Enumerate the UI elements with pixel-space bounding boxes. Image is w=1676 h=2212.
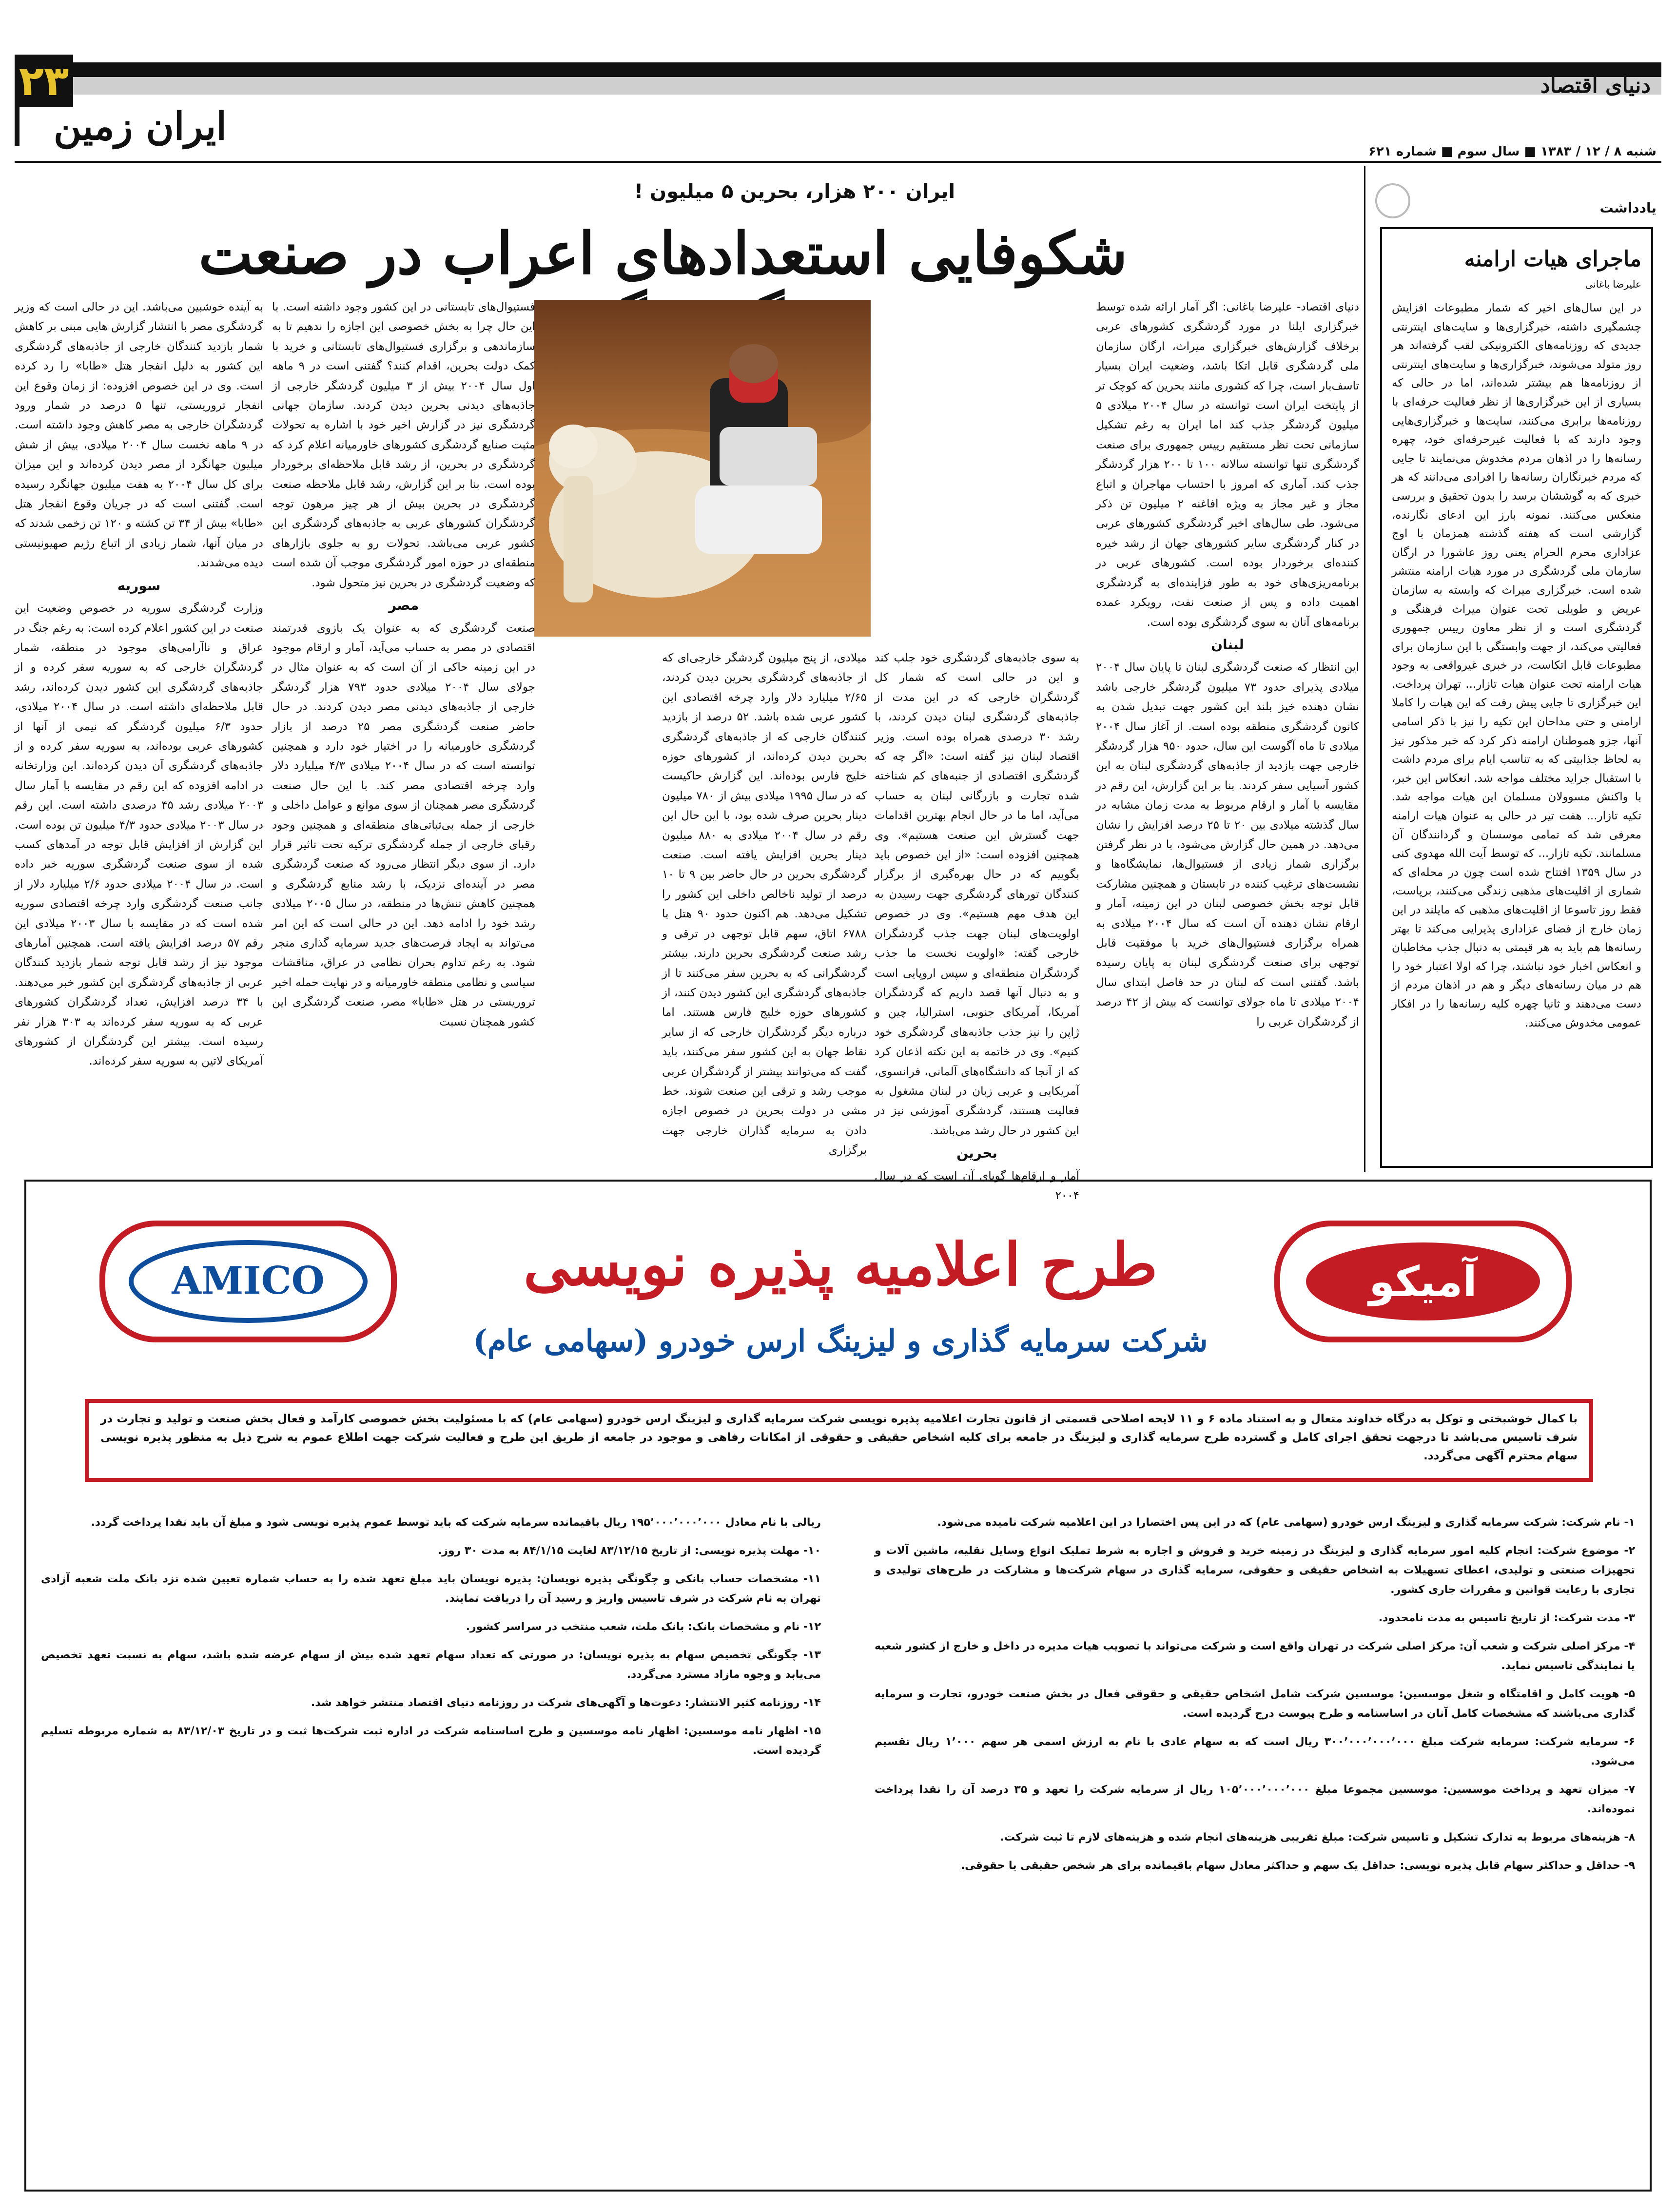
ad-clause: ۱۰- مهلت پذیره نویسی: از تاریخ ۸۳/۱۲/۱۵ لغایت ۸۴/۱/۱۵ به مدت ۳۰ روز. (437, 1545, 821, 1557)
ad-clause: ۶- سرمایه شرکت: سرمایه شرکت مبلغ ۳۰۰٬۰۰۰٬۰۰۰٬۰۰۰ ریال است که به سهام عادی با نام به ارزش اسمی هر سهم ۱٬۰۰۰ ریال تقسیم می‌شود. (875, 1736, 1635, 1767)
camel-photo (534, 300, 871, 637)
ad-clause: ۴- مرکز اصلی شرکت و شعب آن: مرکز اصلی شرکت در تهران واقع است و شرکت می‌تواند با تصویب هیات مدیره در داخل و خارج از کشور شعبه یا نمایندگی تاسیس نماید. (875, 1640, 1635, 1672)
subhead-syria: سوریه (117, 577, 161, 594)
article-column-2 (875, 648, 1079, 1202)
article-paragraph: به سوی جاذبه‌های گردشگری خود جلب کند و این در حالی است که شمار کل گردشگران خارجی که در این مدت از جاذبه‌های گردشگری لبنان دیدن کردند، با رشد ۳۰ درصدی همراه بوده است. وزیر اقتصاد لبنان نیز گفته است: «اگر چه که گردشگری اقتصادی از جنبه‌های کم شناخته شده تجارت و بازرگانی لبنان به حساب می‌آید، اما ما در حال انجام بهترین اقدامات جهت گسترش این صنعت هستیم». وی همچنین افزوده است: «از این خصوص باید بگوییم که در حال بهره‌گیری از برگزار کنندگان تورهای گردشگری جهت رسیدن به این هدف مهم هستیم». وی در خصوص اولویت‌های لبنان جهت جذب گردشگران خارجی گفته: «اولویت نخست ما جذب گردشگران منطقه‌ای و سپس اروپایی است و به دنبال آنها قصد داریم که گردشگران آمریکا، آمریکای جنوبی، استرالیا، چین و ژاپن را نیز جذب جاذبه‌های گردشگری خود کنیم». وی در خاتمه به این نکته اذعان کرد که از آنجا که دانشگاه‌های آلمانی، فرانسوی، آمریکایی و عربی زبان در لبنان مشغول به فعالیت هستند، گردشگری آموزشی نیز در این کشور در حال رشد می‌باشد. (875, 652, 1079, 1137)
article-paragraph: این انتظار که صنعت گردشگری لبنان تا پایان سال ۲۰۰۴ میلادی پذیرای حدود ۷۳ میلیون گردشگر خارجی باشد نشان دهنده خیز بلند این کشور جهت تبدیل شدن به کانون گردشگری منطقه بوده است. از آغاز سال ۲۰۰۴ میلادی تا ماه آگوست این سال، حدود ۹۵۰ هزار گردشگر خارجی جهت بازدید از جاذبه‌های گردشگری لبنان به این کشور آسیایی سفر کردند. بنا بر این گزارش، این رقم در مقایسه با آمار و ارقام مربوط به مدت زمان مشابه در سال گذشته میلادی بین ۲۰ تا ۲۵ درصد افزایش را نشان می‌دهد. در همین حال گزارش می‌شود، با در نظر گرفتن برگزاری شمار زیادی از فستیوال‌ها، نمایشگاه‌ها و نشست‌های ترغیب کننده در تابستان و همچنین مشارکت قابل توجه بخش خصوصی لبنان در این زمینه، آمار و ارقام نشان دهنده آن است که سال ۲۰۰۴ میلادی به همراه برگزاری فستیوال‌های خرید با موفقیت قابل توجهی برای صنعت گردشگری لبنان به پایان رسیده باشد. گفتنی است که لبنان در حد فاصل ابتدای سال ۲۰۰۴ میلادی تا ماه جولای توانست که بیش از ۴۲ درصد از گردشگران عربی را (1096, 661, 1360, 1028)
ad-column-left (41, 1513, 821, 1769)
ad-column-right (875, 1513, 1635, 1884)
ad-clause: ۲- موضوع شرکت: انجام کلیه امور سرمایه گذاری و لیزینگ در زمینه خرید و فروش و اجاره به شرط تملیک انواع وسایل نقلیه، ماشین آلات و تجهیزات صنعتی و تولیدی، اعطای تسهیلات به اشخاص حقیقی و حقوقی، سرمایه گذاری در سهام شرکت‌ها و مشارکت در طرح‌های تولیدی و تجاری با رعایت قوانین و مقررات جاری کشور. (875, 1545, 1635, 1596)
ad-clause: ۵- هویت کامل و اقامتگاه و شغل موسسین: موسسین شرکت شامل اشخاص حقیقی و حقوقی فعال در بخش صنعت خودرو، تجارت و سرمایه گذاری می‌باشند که مشخصات کامل آنان در اساسنامه و طرح پیوست درج گردیده است. (875, 1688, 1635, 1720)
sidebar-author: علیرضا باغانی (1585, 278, 1641, 290)
sidebar-text: در این سال‌های اخیر که شمار مطبوعات افزایش چشمگیری داشته، خبرگزاری‌ها و سایت‌های اینترنتی جدیدی که روزنامه‌های الکترونیکی لقب گرفته‌اند هر روز متولد می‌شوند، خبرگزاری‌ها و سایت‌های اینترنتی از روزنامه‌ها هم بیشتر شده‌اند، اما در حالی که بسیاری از این خبرگزاری‌ها از نظر فعالیت حرفه‌ای با روزنامه‌ها برابری می‌کنند، سایت‌ها و خبرگزاری‌هایی وجود دارند که با فعالیت غیرحرفه‌ای خود، چهره رسانه‌ها را در اذهان مردم مخدوش می‌نمایند تا جایی که مردم خبرنگاران رسانه‌ها را افرادی می‌دانند که هر خبری که به گوششان برسد را بدون تحقیق و بررسی منعکس می‌کنند. نمونه بارز این ادعای نگارنده، گزارشی است که هفته گذشته همزمان با اوج عزاداری محرم الحرام یعنی روز عاشورا در ارگان سازمان ملی گردشگری در مورد هیات ارامنه منتشر شده است. خبرگزاری میراث که وابسته به سازمان عریض و طویلی تحت عنوان میراث فرهنگی و گردشگری است و از نظر معاون رییس جمهوری فعالیتی می‌کند، از جهت وابستگی با این سازمان برای مطبوعات قابل اتکاست، در خبری غیرواقعی به وجود هیات ارامنه تحت عنوان هیات تازار... تهران پرداخت. این خبرگزاری تا جایی پیش رفت که این هیات را کاملا ارامنی و حتی مداحان این تکیه را نیز با ذکر اسامی آنها، جزو همو‌طنان ارامنه ذکر کرد که خبر مذکور نیز به لحاظ جذابیتی که به تناسب ایام برای مردم داشت با استقبال جراید مختلف مواجه شد. انعکاس این خبر، با واکنش مسوولان مسلمان این هیات مواجه شد. تکیه تازار... هفت تیر در حالی به عنوان هیات ارامنه معرفی شد که تمامی موسسان و گردانندگان آن مسلمانند. تکیه تازار... که توسط آیت الله مهدوی کنی در سال ۱۳۵۹ افتتاح شده است چون در محله‌ای که شماری از اقلیت‌های مذهبی زندگی می‌کنند، برپاست، فقط روز تاسوعا از اقلیت‌های مذهبی که مایلند در این زمان خارج از فضای عزاداری پذیرایی می‌کند تا بهتر رسانه‌ها هم باید به هر قیمتی به دنبال جذب مخاطبان و انعکاس اخبار خود نباشند، چرا که اولا اعتبار خود را هم در میان رسانه‌های دیگر و هم در اذهان مردم از دست می‌دهند و ثانیا چهره کلیه رسانه‌ها را در افکار عمومی مخدوش می‌کنند. (1392, 302, 1641, 1029)
ad-clause: ۱۱- مشخصات حساب بانکی و چگونگی پذیره نویسان: پذیره نویسان باید مبلغ تعهد شده را به حساب شماره تعیین شده نزد بانک ملت شعبه آزادی تهران به نام شرکت در شرف تاسیس واریز و رسید آن را دریافت نمایند. (41, 1573, 821, 1605)
sidebar-title: ماجرای هیات ارامنه (1464, 247, 1641, 272)
article-paragraph: به آینده خوشبین می‌باشد. این در حالی است که وزیر گردشگری مصر با انتشار گزارش هایی مبنی بر کاهش شمار بازدید کنندگان خارجی از جاذبه‌های گردشگری این کشور به دلیل انفجار هتل «طابا» را رد کرده است. وی در این خصوص افزوده: از زمان وقوع این انفجار تروریستی، تنها ۵ درصد در شمار ورود گردشگران خارجی به مصر کاهش وجود داشته است. در ۹ ماهه نخست سال ۲۰۰۴ میلادی، بیش از شش میلیون جهانگرد از مصر دیدن کرده‌اند و این میزان برای کل سال ۲۰۰۴ به هفت میلیون جهانگرد رسیده است. گفتنی است که در جریان وقوع انفجار هتل «طابا» بیش از ۳۴ تن کشته و ۱۲۰ تن زخمی شدند که در میان آنها، شمار زیادی از اتباع رژیم صهیونیستی دیده می‌شدند. (15, 301, 264, 570)
subhead-lebanon: لبنان (1211, 636, 1244, 653)
camel-rider-image (534, 300, 871, 637)
ad-clause: ۱۲- نام و مشخصات بانک: بانک ملت، شعب منتخب در سراسر کشور. (466, 1621, 821, 1633)
ad-clause: ۳- مدت شرکت: از تاریخ تاسیس به مدت نامحدود. (1378, 1612, 1635, 1624)
article-headline: شکوفایی استعدادهای اعراب در صنعت (198, 219, 1128, 287)
sidebar-column (1364, 166, 1661, 1172)
ad-clause: ۱- نام شرکت: شرکت سرمایه گذاری و لیزینگ ارس خودرو (سهامی عام) که در این پس اختصارا در این اعلامیه شرکت نامیده می‌شود. (937, 1516, 1635, 1529)
article-paragraph: فستیوال‌های تابستانی در این کشور وجود داشته است. با این حال چرا به بخش خصوصی این اجازه را ندهیم تا به سازماندهی و برگزاری فستیوال‌های تابستانی و خرید با کمک دولت بحرین، اقدام کنند؟ گفتنی است در ۹ ماهه اول سال ۲۰۰۴ بیش از ۳ میلیون گردشگر خارجی از جاذبه‌های دیدنی بحرین دیدن کردند. سازمان جهانی گردشگری نیز در گزارش اخیر خود با اشاره به تحولات مثبت صنایع گردشگری کشورهای خاورمیانه اعلام کرد که گردشگری در بحرین، از رشد قابل ملاحظه‌ای برخوردار بوده است. بنا بر این گزارش، رشد قابل ملاحظه صنعت گردشگری در بحرین بیش از هر چیز مرهون توجه گردشگران کشورهای عربی به جاذبه‌های گردشگری این کشور عربی می‌باشد. تحولات رو به جلوی بازارهای منطقه‌ای در حوزه امور گردشگری موجب آن شده است که وضعیت گردشگری در بحرین نیز متحول شود. (272, 301, 535, 589)
ad-clause: ریالی با نام معادل ۱۹۵٬۰۰۰٬۰۰۰٬۰۰۰ ریال باقیمانده سرمایه شرکت که باید توسط عموم پذیره نویسی شود و مبلغ آن باید نقدا پرداخت گردد. (91, 1516, 821, 1529)
amico-latin-text: AMICO (172, 1259, 325, 1303)
ad-clause: ۱۳- چگونگی تخصیص سهام به پذیره نویسان: در صورتی که تعداد سهام تعهد شده بیش از سهام عرضه شده باشد، سهام به نسبت تعهد تخصیص می‌یابد و وجوه مازاد مسترد می‌گردد. (41, 1649, 821, 1681)
ad-subtitle: شرکت سرمایه گذاری و لیزینگ ارس خودرو (سهامی عام) (473, 1323, 1208, 1358)
ad-intro-frame: با کمال خوشبختی و توکل به درگاه خداوند متعال و به استناد ماده ۶ و ۱۱ لایحه اصلاحی قسمتی از قانون تجارت اعلامیه پذیره نویسی شرکت سرمایه گذاری و لیزینگ ارس خودرو (سهامی عام) که با مسئولیت بخش خصوصی کارآمد و فعال بخش صنعت و تولید و تجارت در شرف تاسیس می‌باشد تا درجهت تحقق اجرای کامل و گسترده طرح سرمایه گذاری و لیزینگ در جامعه برای کلیه اشخاص حقیقی و حقوقی از امکانات رفاهی و موجود در جامعه از طریق این طرح و فعالیت شرکت جهت اطلاع عموم به شرح ذیل به منظور پذیره نویسی سهام محترم آگهی می‌گردد. (85, 1399, 1593, 1482)
article-column-4 (272, 297, 535, 1160)
article-column-3 (662, 648, 867, 1160)
ad-clause: ۹- حداقل و حداکثر سهام قابل پذیره نویسی: حداقل یک سهم و حداکثر معادل سهام باقیمانده برای هر شخص حقیقی یا حقوقی. (960, 1860, 1635, 1872)
globe-icon (1375, 183, 1410, 218)
subhead-bahrain: بحرین (956, 1145, 997, 1162)
advertisement (24, 1180, 1652, 2192)
issue-line: شنبه ۸ / ۱۲ / ۱۳۸۳ ■ سال سوم ■ شماره ۶۲۱ (1368, 144, 1657, 159)
page-number: ۲۳ (15, 55, 73, 107)
subhead-egypt: مصر (388, 597, 419, 614)
ad-title: طرح اعلامیه پذیره نویسی (523, 1230, 1158, 1299)
article-paragraph: میلادی، از پنج میلیون گردشگر خارجی‌ای که از جاذبه‌های گردشگری بحرین دیدن کردند، ۲/۶۵ میلیارد دلار وارد چرخه اقتصادی این کشور عربی شده باشد. ۵۲ درصد از بازدید کنندگان خارجی که از جاذبه‌های گردشگری بحرین دیدن کرده‌اند، از کشورهای حوزه خلیج فارس بوده‌اند. این گزارش حاکیست که در سال ۱۹۹۵ میلادی بیش از ۷۸۰ میلیون دینار بحرین صرف شده بود، با این حال این رقم در سال ۲۰۰۴ میلادی به ۸۸۰ میلیون دینار بحرین افزایش یافته است. صنعت گردشگری بحرین در حال حاضر بین ۹ تا ۱۰ درصد از تولید ناخالص داخلی این کشور را تشکیل می‌دهد. هم اکنون حدود ۹۰ هتل با ۶۷۸۸ اتاق، سهم قابل توجهی در ترقی و رشد صنعت گردشگری بحرین دارند. بیشتر گردشگرانی که به بحرین سفر می‌کنند تا از جاذبه‌های گردشگری این کشور دیدن کنند، از کشورهای حوزه خلیج فارس هستند. اما درباره دیگر گردشگران خارجی که از سایر نقاط جهان به این کشور سفر می‌کنند، باید گفت که می‌توانند بیشتر از گردشگران عربی موجب رشد و ترقی این صنعت شوند. خط مشی در دولت بحرین در خصوص اجازه دادن به سرمایه گذاران خارجی جهت برگزاری (662, 652, 867, 1157)
amico-persian-text: آمیکو (1369, 1258, 1477, 1306)
top-rule (15, 161, 1661, 163)
header-band (63, 77, 1661, 95)
ad-clause: ۷- میزان تعهد و پرداخت موسسین: موسسین مجموعا مبلغ ۱۰۵٬۰۰۰٬۰۰۰٬۰۰۰ ریال از سرمایه شرکت را تعهد و ۳۵ درصد آن را نقدا پرداخت نموده‌اند. (875, 1784, 1635, 1815)
ad-clause: ۸- هزینه‌های مربوط به تدارک تشکیل و تاسیس شرکت: مبلغ تقریبی هزینه‌های انجام شده و هزینه‌های لازم تا ثبت شرکت. (1000, 1831, 1635, 1843)
section-marker (15, 102, 54, 146)
sidebar-box (1380, 227, 1653, 1168)
amico-logo-latin (99, 1221, 397, 1342)
ad-clause: ۱۴- روزنامه کثیر الانتشار: دعوت‌ها و آگهی‌های شرکت در روزنامه دنیای اقتصاد منتشر خواهد شد. (311, 1697, 821, 1709)
amico-logo-persian (1274, 1221, 1572, 1342)
ad-clause: ۱۵- اظهار نامه موسسین: اظهار نامه موسسین و طرح اساسنامه شرکت در اداره ثبت شرکت‌ها ثبت و در تاریخ ۸۳/۱۲/۰۳ به شماره مربوطه تسلیم گردیده است. (41, 1725, 821, 1757)
article-paragraph: آمار و ارقام‌ها گویای آن است که در سال ۲۰۰۴ (875, 1169, 1079, 1202)
sidebar-label: یادداشت (1599, 200, 1657, 216)
article-paragraph: صنعت گردشگری که به عنوان یک بازوی قدرتمند اقتصادی در مصر به حساب می‌آید، آمار و ارقام موجود در این زمینه حاکی از آن است که به عنوان مثال در جولای سال ۲۰۰۴ میلادی حدود ۷۹۳ هزار گردشگر خارجی از جاذبه‌های دیدنی مصر دیدن کردند. در حال حاضر صنعت گردشگری مصر ۲۵ درصد از بازار گردشگری خاورمیانه را در اختیار خود دارد و همچنین توانسته است که در سال ۲۰۰۴ میلادی ۴/۳ میلیارد دلار وارد چرخه اقتصادی مصر کند. با این حال صنعت گردشگری مصر همچنان از سوی موانع و عوامل داخلی و خارجی از جمله بی‌ثباتی‌های منطقه‌ای و همچنین وجود رقبای خارجی از جمله گردشگری ترکیه تحت تاثیر قرار دارد. از سوی دیگر انتظار می‌رود که صنعت گردشگری مصر در آینده‌ای نزدیک، با رشد منابع گردشگری و همچنین کاهش تنش‌ها در منطقه، در سال ۲۰۰۵ میلادی رشد خود را ادامه دهد. این در حالی است که این امر می‌تواند به ایجاد فرصت‌های جدید سرمایه گذاری منجر شود. به رغم تداوم بحران نظامی در عراق، مناقشات سیاسی و نظامی منطقه خاورمیانه و در نهایت حمله اخیر تروریستی در هتل «طابا» مصر، صنعت گردشگری این کشور همچنان نسبت (272, 621, 535, 1028)
article-column-1 (1096, 297, 1359, 1160)
paper-logo: دنیای اقتصاد (1540, 73, 1651, 98)
article-paragraph: دنیای اقتصاد- علیرضا باغانی: اگر آمار ارائه شده توسط خبرگزاری ایلنا در مورد گردشگری کشورهای عربی برخلاف گزارش‌های خبرگزاری میراث، ارگان سازمان ملی گردشگری قابل اتکا باشد، وضعیت ایران بسیار تاسف‌بار است، چرا که کشوری مانند بحرین که کوچک تر از پایتخت ایران است توانسته در سال ۲۰۰۴ میلادی ۵ میلیون گردشگر جذب کند اما ایران به رغم تشکیل سازمانی تحت نظر مستقیم رییس جمهوری برای صنعت گردشگری تنها توانسته سالانه ۱۰۰ تا ۲۰۰ هزار گردشگر جذب کند. آماری که امروز با احتساب مهاجران و اتباع مجاز و غیر مجاز به ویژه افاغنه ۲ میلیون تن ذکر می‌شود. طی سال‌های اخیر گردشگری کشورهای عربی در کنار گردشگری سایر کشورهای جهان از رشد خیره کننده‌ای برخوردار بوده است. کشورهای عربی در برنامه‌ریزی‌های خود به طور فزاینده‌ای به گردشگری اهمیت داده و پس از صنعت نفت، رویکرد عمده برنامه‌های آنان به سوی گردشگری بوده است. (1096, 301, 1359, 629)
article-column-5 (15, 297, 263, 1160)
article-kicker: ایران ۲۰۰ هزار، بحرین ۵ میلیون ! (634, 180, 955, 203)
article-paragraph: وزارت گردشگری سوریه در خصوص وضعیت این صنعت در این کشور اعلام کرده است: به رغم جنگ در عراق و ناآرامی‌های موجود در منطقه، شمار گردشگران خارجی که به سوریه سفر کرده و از جاذبه‌های گردشگری این کشور دیدن کرده‌اند، رشد قابل ملاحظه‌ای داشته است. در سال ۲۰۰۴ میلادی، حدود ۶/۳ میلیون گردشگر که نیمی از آنها از کشورهای عربی بوده‌اند، به سوریه سفر کرده و از جاذبه‌های گردشگری آن دیدن کرده‌اند. این وزارتخانه در ادامه افزوده که این رقم در مقایسه با آمار سال ۲۰۰۳ میلادی رشد ۴۵ درصدی داشته است. این رقم در سال ۲۰۰۳ میلادی حدود ۴/۳ میلیون تن بوده است. این گزارش از افزایش قابل توجه در آمدهای کسب شده از سوی صنعت گردشگری سوریه خبر داده است. در سال ۲۰۰۴ میلادی حدود ۲/۶ میلیارد دلار از جانب صنعت گردشگری وارد چرخه اقتصادی سوریه شده است که در مقایسه با سال ۲۰۰۳ میلادی این رقم ۵۷ درصد افزایش یافته است. همچنین آمارهای موجود نیز از رشد قابل توجه شمار بازدید کنندگان عربی از جاذبه‌های گردشگری این کشور خبر می‌دهند. با ۳۴ درصد افزایش، تعداد گردشگران کشورهای عربی که به سوریه سفر کرده‌اند به ۳۰۳ هزار نفر رسیده است. بیشتر این گردشگران از کشورهای آمریکای لاتین به سوریه سفر کرده‌اند. (15, 602, 264, 1068)
section-title: ایران زمین (54, 104, 227, 149)
